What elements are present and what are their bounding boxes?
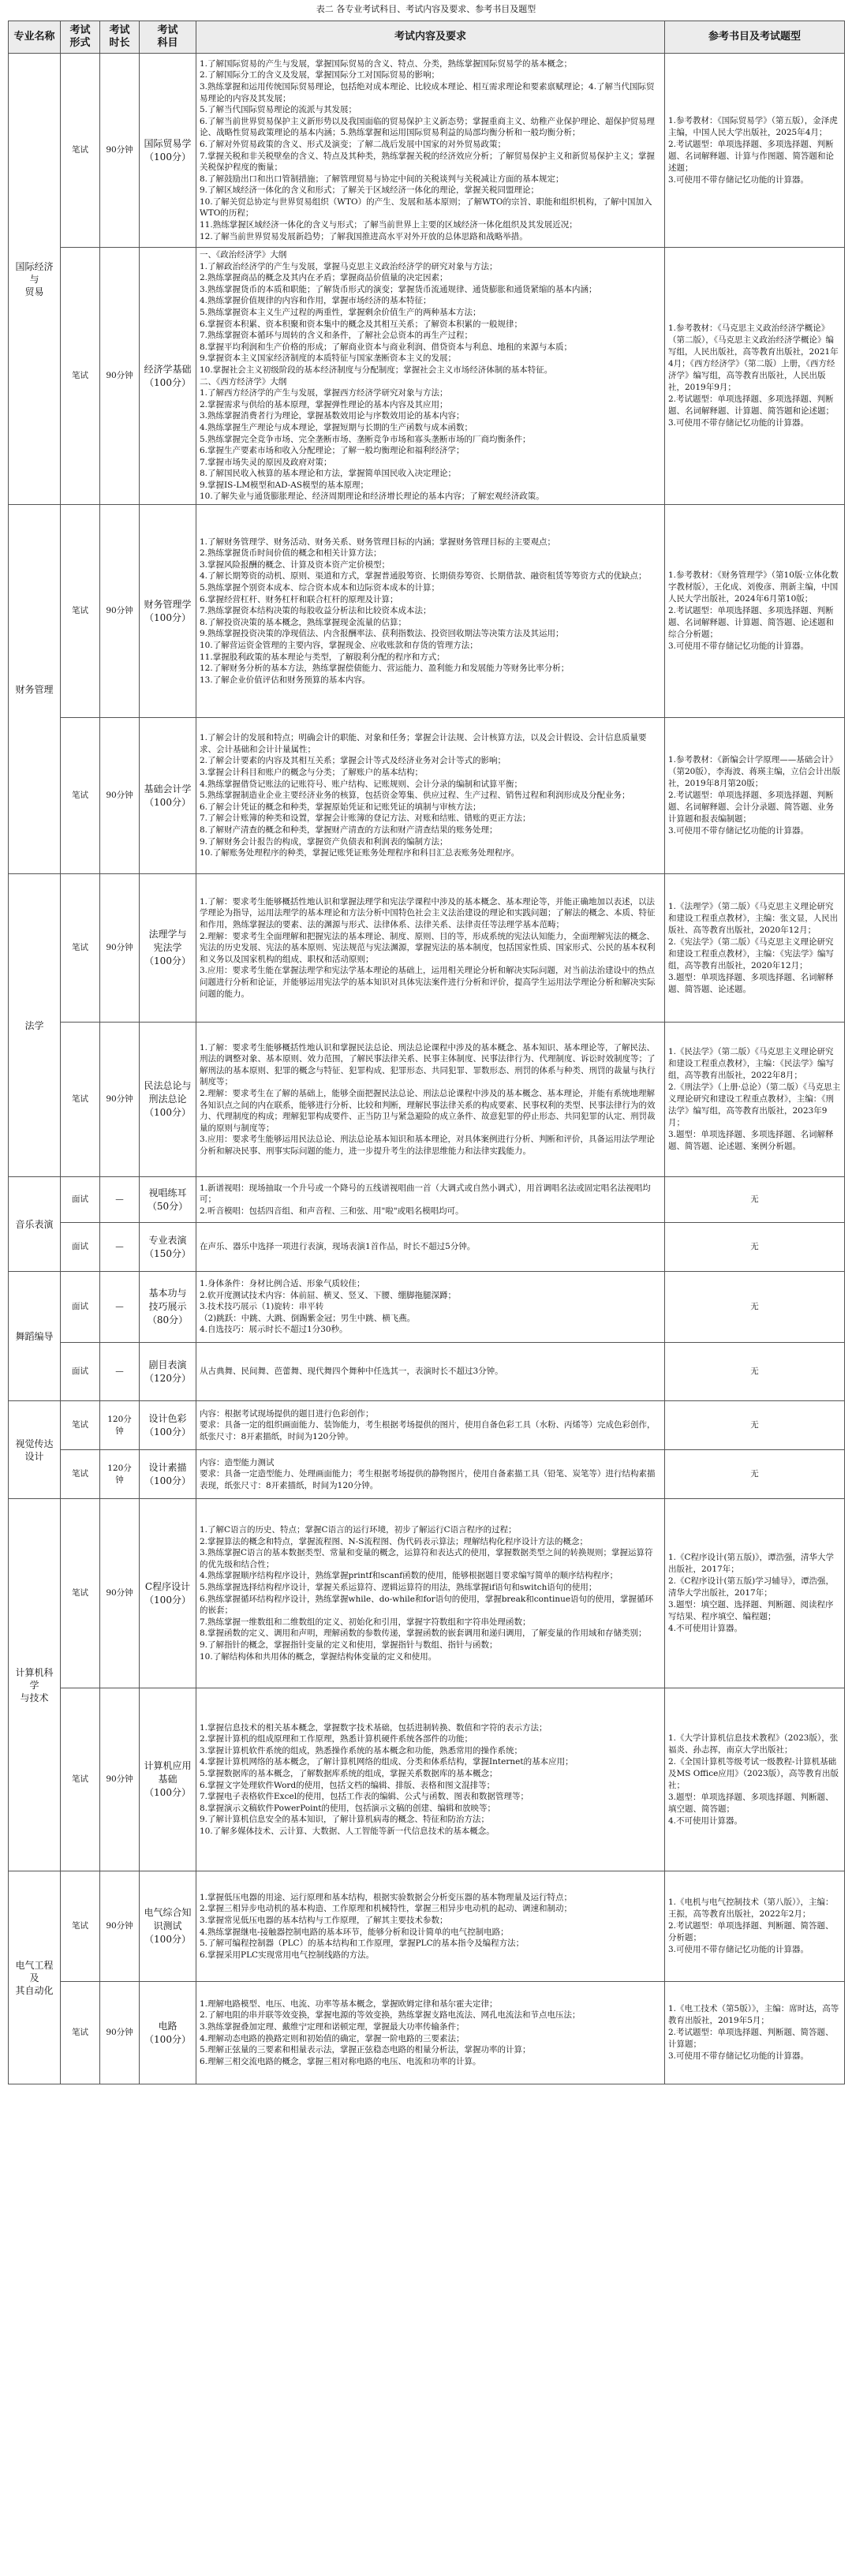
table-row [9,718,845,874]
form-cell: 笔试 [61,1401,100,1450]
duration-cell: 90分钟 [100,1982,140,2084]
duration-cell: 90分钟 [100,718,140,874]
table-row [9,874,845,1023]
table-row [9,248,845,505]
ref-cell: 无 [665,1272,845,1343]
duration-cell: — [100,1223,140,1272]
duration-cell: 90分钟 [100,1688,140,1871]
duration-cell: 90分钟 [100,505,140,718]
subject-cell: 设计素描 （100分） [140,1450,196,1499]
form-cell: 面试 [61,1343,100,1401]
content-cell: 1.了解财务管理学、财务活动、财务关系、财务管理目标的内涵；掌握财务管理目标的主要观点； 2.熟练掌握货币时间价值的概念和相关计算方法； 3.掌握风险报酬的概念、计算及资本资产定价模型； 4.了解长期筹资的动机、原则、渠道和方式，掌握普通股筹资、长期债券筹资、长期借款、融资租赁等筹资方式的优缺点； 5.熟练掌握个别资本成本、综合资本成本和边际资本成本的计算； 6.掌握经营杠杆、财务杠杆和联合杠杆的原理及计算； 7.熟练掌握资本结构决策的每股收益分析法和比较资本成本法； 8.了解投资决策的基本概念，熟练掌握现金流量的估算； 9.熟练掌握投资决策的净现值法、内含报酬率法、获利指数法、投资回收期法等决策方法及其运用； 10.了解营运资金管理的主要内容，掌握现金、应收账款和存货的管理方法； 11.掌握股利政策的基本理论与类型，了解股利分配的程序和方式； 12.了解财务分析的基本方法，熟练掌握偿债能力、营运能力、盈利能力和发展能力等财务比率分析； 13.了解企业价值评估和财务预算的基本内容。 [196,505,665,718]
form-cell: 笔试 [61,1499,100,1688]
form-cell: 面试 [61,1223,100,1272]
table-row [9,1023,845,1177]
header-row [9,21,845,54]
content-cell: 1.掌握信息技术的相关基本概念，掌握数字技术基础，包括进制转换、数值和字符的表示方法； 2.掌握计算机的组成原理和工作原理，熟悉计算机硬件系统各部件的功能； 3.掌握计算机软件系统的组成，熟悉操作系统的基本概念和功能，熟悉常用的操作系统； 4.掌握计算机网络的基本概念，了解计算机网络的组成、分类和体系结构，掌握Internet的基本应用； 5.掌握数据库的基本概念，了解数据库系统的组成，掌握关系数据库的基本概念； 6.掌握文字处理软件Word的使用，包括文档的编辑、排版、表格和图文混排等； 7.掌握电子表格软件Excel的使用，包括工作表的编辑、公式与函数、图表和数据管理等； 8.掌握演示文稿软件PowerPoint的使用，包括演示文稿的创建、编辑和放映等； 9.了解计算机信息安全的基本知识，了解计算机病毒的概念、特征和防治方法； 10.了解多媒体技术、云计算、大数据、人工智能等新一代信息技术的基本概念。 [196,1688,665,1871]
content-cell: 1.了解：要求考生能够概括性地认识和掌握民法总论、刑法总论课程中涉及的基本概念、基本知识、基本理论等，了解民法、刑法的调整对象、基本原则、效力范围，了解民事法律关系、民事主体制度、民事法律行为、代理制度、诉讼时效制度等；了解刑法的基本原则、犯罪的概念与特征、犯罪构成、犯罪形态、共同犯罪、罪数形态、刑罚的体系与种类、刑罚的裁量与执行制度等； 2.理解：要求考生在了解的基础上，能够全面把握民法总论、刑法总论课程中涉及的基本概念、基本理论，并能有系统地理解各知识点之间的内在联系，能够进行分析、比较和判断，理解民事法律关系的构成要素、民事权利的类型、民事法律行为的效力、代理制度的构成；理解犯罪构成要件、正当防卫与紧急避险的成立条件、故意犯罪的停止形态、共同犯罪的认定、刑罚裁量的原则与制度等； 3.应用：要求考生能够运用民法总论、刑法总论基本知识和基本理论，对具体案例进行分析、判断和评价，具备运用法学理论分析和解决民事、刑事实际问题的能力，进一步提升考生的法律思维能力和法律实践能力。 [196,1023,665,1177]
duration-cell: — [100,1343,140,1401]
header-duration: 考试 时长 [100,21,140,54]
duration-cell: 90分钟 [100,874,140,1023]
form-cell: 笔试 [61,874,100,1023]
content-cell: 1.新谱视唱：现场抽取一个升号或一个降号的五线谱视唱曲一首（大调式或自然小调式），用首调唱名法或固定唱名法视唱均可； 2.听音模唱：包括四音组、和声音程、三和弦、用"啦"或唱名模唱均可。 [196,1177,665,1223]
ref-cell: 1.《C程序设计(第五版)》，谭浩强，清华大学出版社，2017年； 2.《C程序设计(第五版)学习辅导》，谭浩强，清华大学出版社，2017年； 3.题型：填空题、选择题、判断题、阅读程序写结果、程序填空、编程题； 4.不可使用计算器。 [665,1499,845,1688]
major-cell: 计算机科学 与技术 [9,1499,61,1871]
header-major: 专业名称 [9,21,61,54]
duration-cell: 120分钟 [100,1450,140,1499]
content-cell: 从古典舞、民间舞、芭蕾舞、现代舞四个舞种中任选其一，表演时长不超过3分钟。 [196,1343,665,1401]
ref-cell: 1.《电机与电气控制技术（第八版）》，主编：王振，高等教育出版社，2022年2月； 2.考试题型：单项选择题、判断题、简答题、分析题； 3.可使用不带存储记忆功能的计算器。 [665,1871,845,1982]
major-cell: 电气工程及 其自动化 [9,1871,61,2084]
table-row [9,1450,845,1499]
subject-cell: 计算机应用 基础 （100分） [140,1688,196,1871]
exam-requirements-table [8,21,845,2084]
major-cell: 视觉传达 设计 [9,1401,61,1499]
ref-cell: 无 [665,1343,845,1401]
major-cell: 法学 [9,874,61,1177]
ref-cell: 无 [665,1401,845,1450]
form-cell: 笔试 [61,505,100,718]
subject-cell: 民法总论与 刑法总论 （100分） [140,1023,196,1177]
ref-cell: 1.《民法学》（第二版）《马克思主义理论研究和建设工程重点教材》，主编：《民法学》编写组，高等教育出版社，2022年8月； 2.《刑法学》（上册·总论）（第二版）《马克思主义理论研究和建设工程重点教材》，主编：《刑法学》编写组，高等教育出版社，2023年9月； 3.题型：单项选择题、多项选择题、名词解释题、简答题、论述题、案例分析题。 [665,1023,845,1177]
subject-cell: 电路 （100分） [140,1982,196,2084]
table-row [9,1871,845,1982]
duration-cell: 90分钟 [100,1871,140,1982]
subject-cell: 基本功与 技巧展示 （80分） [140,1272,196,1343]
content-cell: 1.了解国际贸易的产生与发展，掌握国际贸易的含义、特点、分类，熟练掌握国际贸易学的基本概念； 2.了解国际分工的含义及发展，掌握国际分工对国际贸易的影响； 3.熟练掌握和运用传统国际贸易理论，包括绝对成本理论、比较成本理论、相互需求理论和要素禀赋理论；4.了解当代国际贸易理论的内容及其发展； 5.了解当代国际贸易理论的流派与其发展； 6.了解当前世界贸易保护主义新形势以及我国面临的贸易保护主义新态势；掌握重商主义、幼稚产业保护理论、超保护贸易理论、战略性贸易政策理论的基本内涵；5.熟练掌握和运用国际贸易利益的局部均衡分析和一般均衡分析； 6.了解对外贸易政策的含义、形式及演变；了解二战后发展中国家的对外贸易政策； 7.掌握关税和非关税壁垒的含义、特点及其种类，熟练掌握关税的经济效应分析；了解贸易保护主义和新贸易保护主义；掌握关税保护程度的衡量； 8.了解鼓励出口和出口管制措施；了解管理贸易与协定中间的关税谈判与关税减让方面的基本规定； 9.了解区域经济一体化的含义和形式；了解关于区域经济一体化的理论，掌握关税同盟理论； 10.了解关贸总协定与世界贸易组织（WTO）的产生、发展和基本原则；了解WTO的宗旨、职能和组织机构，了解中国加入WTO的历程； 11.熟练掌握区域经济一体化的含义与形式；了解当前世界上主要的区域经济一体化组织及其发展近况； 12.了解当前世界贸易发展新趋势；了解我国推进高水平对外开放的总体思路和战略举措。 [196,54,665,248]
subject-cell: 视唱练耳 （50分） [140,1177,196,1223]
form-cell: 笔试 [61,1982,100,2084]
content-cell: 一、《政治经济学》大纲 1.了解政治经济学的产生与发展，掌握马克思主义政治经济学的研究对象与方法； 2.熟练掌握商品的概念及其内在矛盾；掌握商品价值量的决定因素； 3.熟练掌握货币的本质和职能；了解货币形式的演变；掌握货币流通规律、通货膨胀和通货紧缩的基本内涵； 4.熟练掌握价值规律的内容和作用，掌握市场经济的基本特征； 5.熟练掌握资本主义生产过程的两重性，掌握剩余价值生产的两种基本方法； 6.掌握资本积累、资本积聚和资本集中的概念及其相互关系；了解资本积累的一般规律； 7.熟练掌握资本循环与周转的含义和条件，了解社会总资本的再生产过程； 8.掌握平均利润和生产价格的形成；了解商业资本与商业利润、借贷资本与利息、地租的来源与本质； 9.掌握资本主义国家经济制度的本质特征与国家垄断资本主义的发展； 10.掌握社会主义初级阶段的基本经济制度与分配制度；掌握社会主义市场经济体制的基本特征。 二、《西方经济学》大纲 1.了解西方经济学的产生与发展，掌握西方经济学研究对象与方法； 2.掌握需求与供给的基本原理，掌握弹性理论的基本内容及其应用； 3.熟练掌握消费者行为理论，掌握基数效用论与序数效用论的基本内容； 4.熟练掌握生产理论与成本理论，掌握短期与长期的生产函数与成本函数； 5.熟练掌握完全竞争市场、完全垄断市场、垄断竞争市场和寡头垄断市场的厂商均衡条件； 6.掌握生产要素市场和收入分配理论；了解一般均衡理论和福利经济学； 7.掌握市场失灵的原因及政府对策； 8.了解国民收入核算的基本理论和方法，掌握简单国民收入决定理论； 9.掌握IS-LM模型和AD-AS模型的基本原理； 10.了解失业与通货膨胀理论、经济周期理论和经济增长理论的基本内容；了解宏观经济政策。 [196,248,665,505]
table-caption: 表二 各专业考试科目、考试内容及要求、参考书目及题型 [316,4,536,14]
table-row [9,505,845,718]
subject-cell: 财务管理学 （100分） [140,505,196,718]
duration-cell: 90分钟 [100,248,140,505]
subject-cell: 国际贸易学 （100分） [140,54,196,248]
duration-cell: 90分钟 [100,54,140,248]
ref-cell: 1.参考教材：《国际贸易学》（第五版），金泽虎主编，中国人民大学出版社，2025年4月； 2.考试题型：单项选择题、多项选择题、判断题、名词解释题、计算与作图题、简答题和论述题； 3.可使用不带存储记忆功能的计算器。 [665,54,845,248]
content-cell: 1.了解会计的发展和特点；明确会计的职能、对象和任务；掌握会计法规、会计核算方法，以及会计假设、会计信息质量要求、会计基础和会计计量属性； 2.了解会计要素的内容及其相互关系；掌握会计等式及经济业务对会计等式的影响； 3.掌握会计科目和账户的概念与分类；了解账户的基本结构； 4.熟练掌握借贷记账法的记账符号、账户结构、记账规则、会计分录的编制和试算平衡； 5.熟练掌握制造业企业主要经济业务的核算，包括资金筹集、供应过程、生产过程、销售过程和利润形成及分配业务； 6.了解会计凭证的概念和种类，掌握原始凭证和记账凭证的填制与审核方法； 7.了解会计账簿的种类和设置，掌握会计账簿的登记方法、对账和结账、错账的更正方法； 8.了解财产清查的概念和种类，掌握财产清查的方法和财产清查结果的账务处理； 9.了解财务会计报告的构成，掌握资产负债表和利润表的编制方法； 10.了解账务处理程序的种类，掌握记账凭证账务处理程序和科目汇总表账务处理程序。 [196,718,665,874]
form-cell: 笔试 [61,248,100,505]
duration-cell: — [100,1272,140,1343]
table-row [9,1343,845,1401]
form-cell: 笔试 [61,1450,100,1499]
form-cell: 笔试 [61,1871,100,1982]
table-row [9,1177,845,1223]
content-cell: 1.身体条件：身材比例合适、形象气质较佳； 2.软开度测试技术内容：体前屈、横叉、竖叉、下腰、绷脚拖腿深蹲； 3.技术技巧展示（1)旋转：串平转 （2)跳跃：中跳、大跳、倒踢紫金冠；男生中跳、横飞燕。 4.自选技巧：展示时长不超过1分30秒。 [196,1272,665,1343]
form-cell: 笔试 [61,718,100,874]
major-cell: 音乐表演 [9,1177,61,1272]
table-row [9,1272,845,1343]
form-cell: 笔试 [61,1688,100,1871]
major-cell: 国际经济与 贸易 [9,54,61,505]
subject-cell: 电气综合知 识测试 （100分） [140,1871,196,1982]
content-cell: 1.了解C语言的历史、特点；掌握C语言的运行环境，初步了解运行C语言程序的过程； 2.掌握算法的概念和特点，掌握流程图、N-S流程图、伪代码表示算法；理解结构化程序设计方法的概念； 3.熟练掌握C语言的基本数据类型、常量和变量的概念，运算符和表达式的使用，掌握数据类型之间的转换规则；掌握运算符的优先级和结合性； 4.熟练掌握顺序结构程序设计，熟练掌握printf和scanf函数的使用，能够根据题目要求编写简单的顺序结构程序； 5.熟练掌握选择结构程序设计，掌握关系运算符、逻辑运算符的用法，熟练掌握if语句和switch语句的使用； 6.熟练掌握循环结构程序设计，熟练掌握while、do-while和for语句的使用，掌握break和continue语句的使用，掌握循环的嵌套； 7.熟练掌握一维数组和二维数组的定义、初始化和引用，掌握字符数组和字符串处理函数； 8.掌握函数的定义、调用和声明，理解函数的参数传递，掌握函数的嵌套调用和递归调用，了解变量的作用域和存储类别； 9.了解指针的概念，掌握指针变量的定义和使用，掌握指针与数组、指针与函数； 10.了解结构体和共用体的概念，掌握结构体变量的定义和使用。 [196,1499,665,1688]
subject-cell: 专业表演 （150分） [140,1223,196,1272]
table-row [9,1223,845,1272]
table-row [9,1688,845,1871]
content-cell: 1.理解电路模型、电压、电流、功率等基本概念，掌握欧姆定律和基尔霍夫定律； 2.了解电阻的串并联等效变换，掌握电源的等效变换，熟练掌握支路电流法、网孔电流法和节点电压法； 3.熟练掌握叠加定理、戴维宁定理和诺顿定理，掌握最大功率传输条件； 4.理解动态电路的换路定则和初始值的确定，掌握一阶电路的三要素法； 5.理解正弦量的三要素和相量表示法，掌握正弦稳态电路的相量分析法，掌握功率的计算； 6.理解三相交流电路的概念，掌握三相对称电路的电压、电流和功率的计算。 [196,1982,665,2084]
duration-cell: — [100,1177,140,1223]
form-cell: 面试 [61,1177,100,1223]
header-ref: 参考书目及考试题型 [665,21,845,54]
content-cell: 1.掌握低压电器的用途、运行原理和基本结构，根据实验数据会分析变压器的基本物理量及运行特点； 2.掌握三相异步电动机的基本构造、工作原理和机械特性，掌握三相异步电动机的起动、调速和制动； 3.掌握常见低压电器的基本结构与工作原理，了解其主要技术参数； 4.熟练掌握继电-接触器控制电路的基本环节，能够分析和设计简单的电气控制电路； 5.了解可编程控制器（PLC）的基本结构和工作原理，掌握PLC的基本指令及编程方法； 6.掌握采用PLC实现常用电气控制线路的方法。 [196,1871,665,1982]
content-cell: 内容：造型能力测试 要求：具备一定造型能力、处理画面能力；考生根据考场提供的静物图片，使用自备素描工具（铅笔、炭笔等）进行结构素描表现，纸张尺寸：8开素描纸，时间为120分钟。 [196,1450,665,1499]
subject-cell: 剧目表演 （120分） [140,1343,196,1401]
ref-cell: 1.《大学计算机信息技术教程》（2023版），张福炎、孙志挥，南京大学出版社； 2.《全国计算机等级考试一级教程-计算机基础及MS Office应用》（2023版），高等教育出版社； 3.题型：单项选择题、多项选择题、判断题、填空题、简答题； 4.不可使用计算器。 [665,1688,845,1871]
ref-cell: 1.参考教材：《新编会计学原理——基础会计》（第20版），李海波、蒋瑛主编，立信会计出版社，2019年8月第20版； 2.考试题型：单项选择题、多项选择题、判断题、名词解释题、会计分录题、简答题、业务计算题和报表编制题； 3.可使用不带存储记忆功能的计算器。 [665,718,845,874]
major-cell: 舞蹈编导 [9,1272,61,1401]
subject-cell: 设计色彩 （100分） [140,1401,196,1450]
form-cell: 笔试 [61,54,100,248]
subject-cell: 基础会计学 （100分） [140,718,196,874]
ref-cell: 无 [665,1223,845,1272]
ref-cell: 1.参考教材：《财务管理学》（第10版·立体化数字教材版），王化成、刘俊彦、荆新主编，中国人民大学出版社，2024年6月第10版； 2.考试题型：单项选择题、多项选择题、判断题、名词解释题、计算题、简答题、论述题和综合分析题； 3.可使用不带存储记忆功能的计算器。 [665,505,845,718]
duration-cell: 120分钟 [100,1401,140,1450]
content-cell: 1.了解：要求考生能够概括性地认识和掌握法理学和宪法学课程中涉及的基本概念、基本理论等，并能正确地加以表述，以法学理论为指导，运用法理学的基本理论和方法分析中国特色社会主义法治建设的理论和实践问题；了解法的概念、本质、特征和作用，熟练掌握法的要素、法的渊源与形式、法律体系、法律关系、法律责任等法理学基本范畴； 2.理解：要求考生全面理解和把握宪法的基本理论、制度、原则、目的等，形成系统的宪法认知能力，全面理解宪法的概念、宪法的历史发展、宪法的基本原则、宪法规范与宪法渊源，掌握宪法的基本制度，包括国家性质、国家形式、公民的基本权利和义务以及国家机构的组成、职权和活动原则； 3.应用：要求考生能在掌握法理学和宪法学基本理论的基础上，运用相关理论分析和解决实际问题，对当前法治建设中的热点问题进行分析和论证，并能够运用宪法学的基本知识对具体宪法案件进行分析和评价，提高学生运用法学理论分析和解决实际问题的能力。 [196,874,665,1023]
table-row [9,54,845,248]
ref-cell: 无 [665,1450,845,1499]
header-content: 考试内容及要求 [196,21,665,54]
form-cell: 笔试 [61,1023,100,1177]
table-row [9,1401,845,1450]
ref-cell: 无 [665,1177,845,1223]
table-row [9,1982,845,2084]
ref-cell: 1.参考教材：《马克思主义政治经济学概论》（第二版），《马克思主义政治经济学概论》编写组，人民出版社，高等教育出版社，2021年4月；《西方经济学》（第二版）上册，《西方经济学》编写组，高等教育出版社，人民出版社，2019年9月； 2.考试题型：单项选择题、多项选择题、判断题、名词解释题、计算题、简答题和论述题； 3.可使用不带存储记忆功能的计算器。 [665,248,845,505]
content-cell: 内容：根据考试现场提供的题目进行色彩创作； 要求：具备一定的组织画面能力、装饰能力，考生根据考场提供的图片，使用自备色彩工具（水粉、丙烯等）完成色彩创作，纸张尺寸：8开素描纸，时间为120分钟。 [196,1401,665,1450]
content-cell: 在声乐、器乐中选择一项进行表演，现场表演1首作品，时长不超过5分钟。 [196,1223,665,1272]
header-subject: 考试 科目 [140,21,196,54]
header-form: 考试 形式 [61,21,100,54]
table-row [9,1499,845,1688]
ref-cell: 1.《法理学》（第二版）《马克思主义理论研究和建设工程重点教材》，主编：张文显，人民出版社、高等教育出版社，2020年12月； 2.《宪法学》（第二版）《马克思主义理论研究和建设工程重点教材》，主编：《宪法学》编写组，高等教育出版社，2020年12月； 3.题型：单项选择题、多项选择题、名词解释题、简答题、论述题。 [665,874,845,1023]
subject-cell: C程序设计 （100分） [140,1499,196,1688]
subject-cell: 经济学基础 （100分） [140,248,196,505]
duration-cell: 90分钟 [100,1023,140,1177]
duration-cell: 90分钟 [100,1499,140,1688]
subject-cell: 法理学与 宪法学 （100分） [140,874,196,1023]
ref-cell: 1.《电工技术（第5版）》，主编：席时达，高等教育出版社，2019年5月； 2.考试题型：单项选择题、判断题、简答题、计算题； 3.可使用不带存储记忆功能的计算器。 [665,1982,845,2084]
form-cell: 面试 [61,1272,100,1343]
major-cell: 财务管理 [9,505,61,874]
